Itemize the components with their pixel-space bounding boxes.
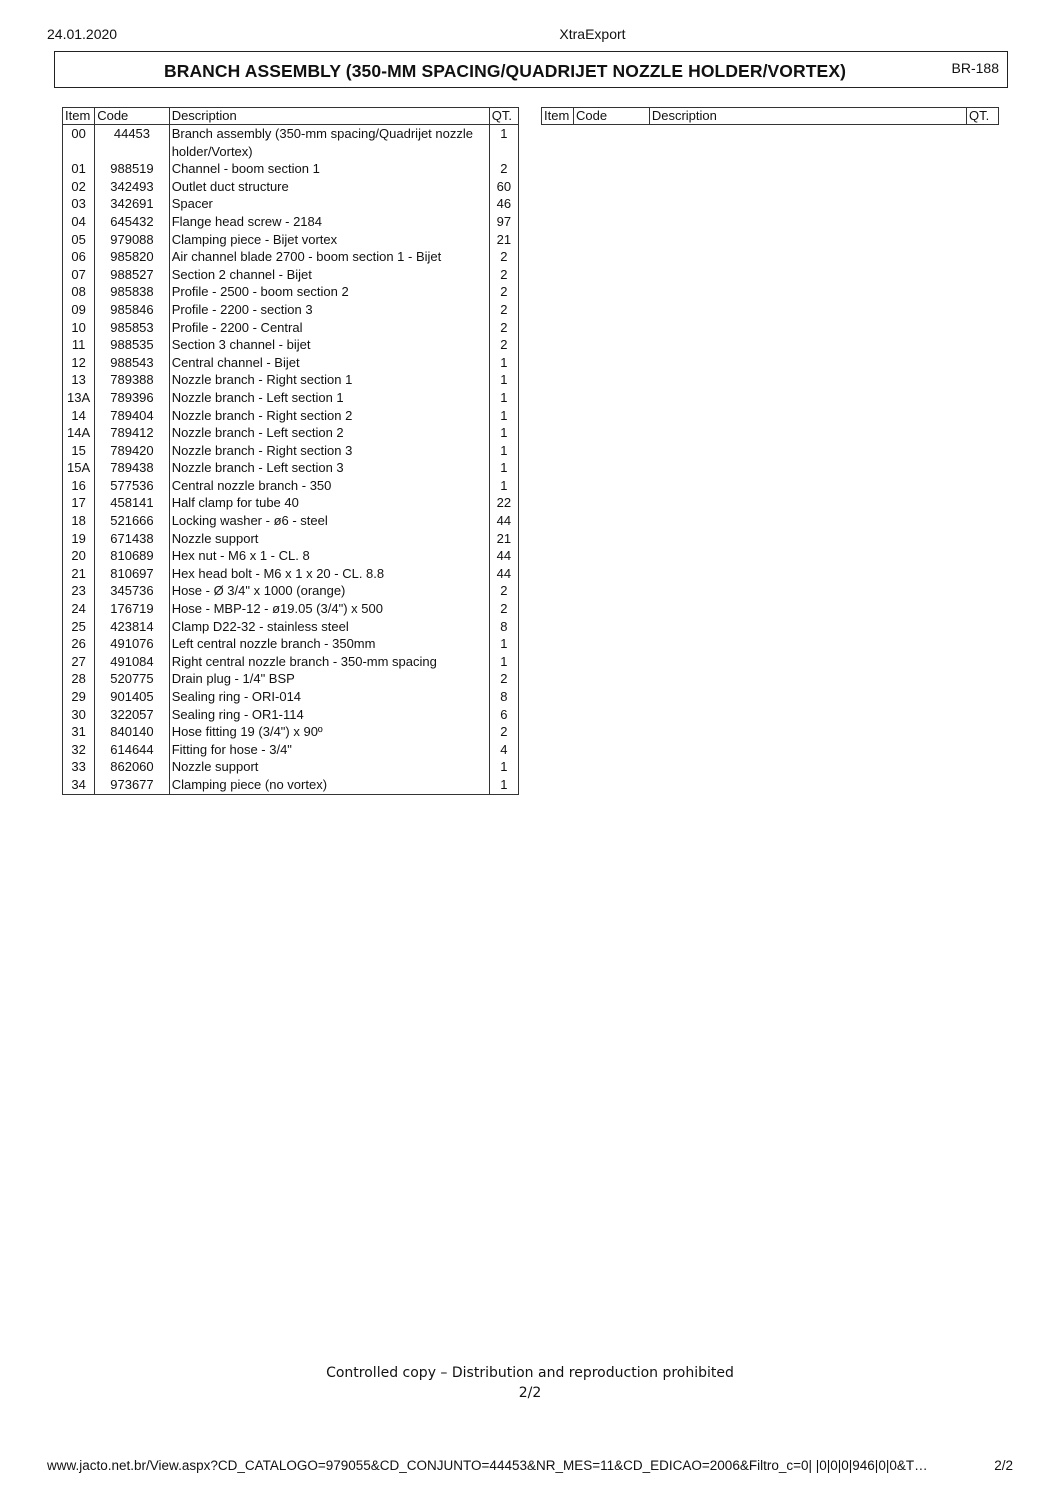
page-count: 2/2 bbox=[994, 1458, 1013, 1473]
cell-description: Air channel blade 2700 - boom section 1 - Bijet bbox=[169, 248, 489, 266]
cell-qty: 1 bbox=[489, 371, 518, 389]
cell-code: 645432 bbox=[95, 213, 169, 231]
cell-item: 18 bbox=[63, 512, 95, 530]
cell-item: 29 bbox=[63, 688, 95, 706]
cell-qty: 44 bbox=[489, 512, 518, 530]
table-row bbox=[63, 319, 519, 337]
cell-code: 985853 bbox=[95, 319, 169, 337]
cell-description: Outlet duct structure bbox=[169, 178, 489, 196]
cell-item: 14A bbox=[63, 424, 95, 442]
cell-description: Sealing ring - ORI-014 bbox=[169, 688, 489, 706]
table-row bbox=[63, 424, 519, 442]
cell-code: 988527 bbox=[95, 266, 169, 284]
cell-item: 15 bbox=[63, 442, 95, 460]
cell-description: Central channel - Bijet bbox=[169, 354, 489, 372]
cell-item: 13 bbox=[63, 371, 95, 389]
cell-code: 345736 bbox=[95, 582, 169, 600]
cell-code: 789420 bbox=[95, 442, 169, 460]
cell-qty: 1 bbox=[489, 407, 518, 425]
cell-item: 33 bbox=[63, 758, 95, 776]
parts-table-continuation bbox=[541, 107, 999, 125]
cell-description: Flange head screw - 2184 bbox=[169, 213, 489, 231]
cell-qty: 2 bbox=[489, 160, 518, 178]
cell-code: 789412 bbox=[95, 424, 169, 442]
cell-item: 24 bbox=[63, 600, 95, 618]
table-row bbox=[63, 266, 519, 284]
cell-qty: 2 bbox=[489, 336, 518, 354]
table-row bbox=[63, 371, 519, 389]
table-header-row bbox=[63, 108, 519, 125]
cell-code: 789438 bbox=[95, 459, 169, 477]
table-row bbox=[63, 477, 519, 495]
cell-description: Clamp D22-32 - stainless steel bbox=[169, 618, 489, 636]
cell-qty: 44 bbox=[489, 547, 518, 565]
cell-code: 810689 bbox=[95, 547, 169, 565]
cell-description: Clamping piece - Bijet vortex bbox=[169, 231, 489, 249]
cell-qty: 21 bbox=[489, 530, 518, 548]
table-row bbox=[63, 512, 519, 530]
cell-description: Profile - 2200 - Central bbox=[169, 319, 489, 337]
cell-description: Nozzle branch - Left section 3 bbox=[169, 459, 489, 477]
table-row bbox=[63, 283, 519, 301]
cell-description: Hose - Ø 3/4" x 1000 (orange) bbox=[169, 582, 489, 600]
parts-table bbox=[62, 107, 519, 795]
cell-item: 28 bbox=[63, 670, 95, 688]
cell-code: 671438 bbox=[95, 530, 169, 548]
cell-description: Nozzle branch - Left section 1 bbox=[169, 389, 489, 407]
cell-description: Nozzle support bbox=[169, 758, 489, 776]
cell-description: Sealing ring - OR1-114 bbox=[169, 706, 489, 724]
table-row bbox=[63, 248, 519, 266]
table-row bbox=[63, 354, 519, 372]
cell-qty: 1 bbox=[489, 776, 518, 794]
title-box bbox=[54, 51, 1008, 88]
cell-description: Half clamp for tube 40 bbox=[169, 494, 489, 512]
cell-qty: 1 bbox=[489, 354, 518, 372]
cell-code: 322057 bbox=[95, 706, 169, 724]
cell-code: 44453 bbox=[95, 125, 169, 161]
cell-code: 521666 bbox=[95, 512, 169, 530]
table-row bbox=[63, 758, 519, 776]
cell-description: Section 3 channel - bijet bbox=[169, 336, 489, 354]
cell-code: 988519 bbox=[95, 160, 169, 178]
cell-item: 00 bbox=[63, 125, 95, 161]
cell-description: Nozzle branch - Right section 1 bbox=[169, 371, 489, 389]
cell-item: 23 bbox=[63, 582, 95, 600]
cell-qty: 1 bbox=[489, 758, 518, 776]
table-row bbox=[63, 389, 519, 407]
table-row bbox=[63, 301, 519, 319]
table-row bbox=[63, 231, 519, 249]
cell-item: 10 bbox=[63, 319, 95, 337]
cell-description: Spacer bbox=[169, 195, 489, 213]
cell-qty: 1 bbox=[489, 442, 518, 460]
cell-item: 30 bbox=[63, 706, 95, 724]
cell-description: Hex head bolt - M6 x 1 x 20 - CL. 8.8 bbox=[169, 565, 489, 583]
cell-item: 15A bbox=[63, 459, 95, 477]
cell-qty: 1 bbox=[489, 653, 518, 671]
table-row bbox=[63, 776, 519, 794]
cell-item: 13A bbox=[63, 389, 95, 407]
cell-code: 862060 bbox=[95, 758, 169, 776]
cell-description: Hose - MBP-12 - ø19.05 (3/4") x 500 bbox=[169, 600, 489, 618]
column-header-description: Description bbox=[649, 108, 966, 125]
column-header-qty: QT. bbox=[967, 108, 999, 125]
cell-item: 14 bbox=[63, 407, 95, 425]
cell-code: 789404 bbox=[95, 407, 169, 425]
cell-description: Channel - boom section 1 bbox=[169, 160, 489, 178]
cell-qty: 2 bbox=[489, 319, 518, 337]
cell-qty: 60 bbox=[489, 178, 518, 196]
table-row bbox=[63, 653, 519, 671]
table-row bbox=[63, 494, 519, 512]
cell-item: 34 bbox=[63, 776, 95, 794]
cell-description: Nozzle branch - Right section 3 bbox=[169, 442, 489, 460]
table-row bbox=[63, 442, 519, 460]
cell-code: 840140 bbox=[95, 723, 169, 741]
table-row bbox=[63, 565, 519, 583]
column-header-item: Item bbox=[542, 108, 574, 125]
table-row bbox=[63, 688, 519, 706]
table-row bbox=[63, 530, 519, 548]
cell-code: 458141 bbox=[95, 494, 169, 512]
table-row bbox=[63, 600, 519, 618]
table-row bbox=[63, 741, 519, 759]
column-header-item: Item bbox=[63, 108, 95, 125]
cell-item: 05 bbox=[63, 231, 95, 249]
cell-qty: 46 bbox=[489, 195, 518, 213]
page-number: 2/2 bbox=[518, 1385, 542, 1401]
cell-qty: 2 bbox=[489, 301, 518, 319]
cell-item: 11 bbox=[63, 336, 95, 354]
cell-qty: 1 bbox=[489, 477, 518, 495]
cell-qty: 2 bbox=[489, 283, 518, 301]
cell-item: 26 bbox=[63, 635, 95, 653]
cell-code: 520775 bbox=[95, 670, 169, 688]
cell-item: 19 bbox=[63, 530, 95, 548]
cell-code: 973677 bbox=[95, 776, 169, 794]
cell-item: 08 bbox=[63, 283, 95, 301]
cell-description: Drain plug - 1/4" BSP bbox=[169, 670, 489, 688]
cell-code: 342691 bbox=[95, 195, 169, 213]
cell-item: 20 bbox=[63, 547, 95, 565]
table-row bbox=[63, 407, 519, 425]
cell-code: 789388 bbox=[95, 371, 169, 389]
table-row bbox=[63, 160, 519, 178]
cell-qty: 2 bbox=[489, 266, 518, 284]
cell-qty: 21 bbox=[489, 231, 518, 249]
drawing-code: BR-188 bbox=[951, 60, 999, 76]
cell-description: Nozzle branch - Left section 2 bbox=[169, 424, 489, 442]
cell-item: 32 bbox=[63, 741, 95, 759]
cell-item: 01 bbox=[63, 160, 95, 178]
cell-item: 31 bbox=[63, 723, 95, 741]
cell-code: 423814 bbox=[95, 618, 169, 636]
cell-description: Locking washer - ø6 - steel bbox=[169, 512, 489, 530]
parts-table-body bbox=[63, 125, 519, 795]
cell-item: 02 bbox=[63, 178, 95, 196]
cell-description: Profile - 2500 - boom section 2 bbox=[169, 283, 489, 301]
cell-code: 789396 bbox=[95, 389, 169, 407]
cell-description: Nozzle branch - Right section 2 bbox=[169, 407, 489, 425]
cell-qty: 1 bbox=[489, 635, 518, 653]
cell-code: 491076 bbox=[95, 635, 169, 653]
cell-code: 176719 bbox=[95, 600, 169, 618]
cell-item: 06 bbox=[63, 248, 95, 266]
cell-description: Left central nozzle branch - 350mm bbox=[169, 635, 489, 653]
cell-description: Nozzle support bbox=[169, 530, 489, 548]
table-row bbox=[63, 582, 519, 600]
table-row bbox=[63, 195, 519, 213]
cell-qty: 6 bbox=[489, 706, 518, 724]
cell-item: 27 bbox=[63, 653, 95, 671]
table-row bbox=[63, 723, 519, 741]
cell-qty: 4 bbox=[489, 741, 518, 759]
table-row bbox=[63, 336, 519, 354]
cell-code: 979088 bbox=[95, 231, 169, 249]
cell-qty: 44 bbox=[489, 565, 518, 583]
table-row bbox=[63, 125, 519, 161]
cell-qty: 22 bbox=[489, 494, 518, 512]
cell-qty: 1 bbox=[489, 389, 518, 407]
cell-qty: 8 bbox=[489, 618, 518, 636]
cell-qty: 2 bbox=[489, 248, 518, 266]
cell-qty: 1 bbox=[489, 424, 518, 442]
cell-description: Section 2 channel - Bijet bbox=[169, 266, 489, 284]
cell-code: 985846 bbox=[95, 301, 169, 319]
cell-description: Profile - 2200 - section 3 bbox=[169, 301, 489, 319]
column-header-qty: QT. bbox=[489, 108, 518, 125]
cell-item: 12 bbox=[63, 354, 95, 372]
cell-item: 21 bbox=[63, 565, 95, 583]
footer-notice-block bbox=[0, 1363, 1060, 1403]
cell-qty: 2 bbox=[489, 582, 518, 600]
cell-qty: 2 bbox=[489, 670, 518, 688]
cell-code: 614644 bbox=[95, 741, 169, 759]
source-url: www.jacto.net.br/View.aspx?CD_CATALOGO=979055&CD_CONJUNTO=44453&NR_MES=11&CD_EDICAO=2006&Filtro_c=0| |0|0|0|946|0|0&T… bbox=[47, 1458, 928, 1473]
table-row bbox=[63, 178, 519, 196]
cell-code: 810697 bbox=[95, 565, 169, 583]
table-header-row bbox=[542, 108, 999, 125]
cell-item: 09 bbox=[63, 301, 95, 319]
cell-code: 577536 bbox=[95, 477, 169, 495]
cell-item: 25 bbox=[63, 618, 95, 636]
cell-qty: 8 bbox=[489, 688, 518, 706]
header-app-name: XtraExport bbox=[559, 26, 626, 42]
cell-qty: 97 bbox=[489, 213, 518, 231]
cell-item: 03 bbox=[63, 195, 95, 213]
table-row bbox=[63, 706, 519, 724]
column-header-description: Description bbox=[169, 108, 489, 125]
cell-description: Branch assembly (350-mm spacing/Quadrijet nozzle holder/Vortex) bbox=[169, 125, 489, 161]
cell-description: Right central nozzle branch - 350-mm spacing bbox=[169, 653, 489, 671]
cell-item: 04 bbox=[63, 213, 95, 231]
cell-description: Fitting for hose - 3/4" bbox=[169, 741, 489, 759]
table-row bbox=[63, 459, 519, 477]
cell-code: 988543 bbox=[95, 354, 169, 372]
cell-qty: 1 bbox=[489, 125, 518, 161]
cell-qty: 2 bbox=[489, 600, 518, 618]
cell-description: Hose fitting 19 (3/4") x 90º bbox=[169, 723, 489, 741]
cell-description: Central nozzle branch - 350 bbox=[169, 477, 489, 495]
cell-code: 342493 bbox=[95, 178, 169, 196]
copy-notice: Controlled copy – Distribution and reproduction prohibited bbox=[326, 1365, 734, 1381]
cell-code: 901405 bbox=[95, 688, 169, 706]
cell-code: 988535 bbox=[95, 336, 169, 354]
table-row bbox=[63, 213, 519, 231]
cell-item: 07 bbox=[63, 266, 95, 284]
cell-code: 985838 bbox=[95, 283, 169, 301]
table-row bbox=[63, 618, 519, 636]
header-date: 24.01.2020 bbox=[47, 26, 118, 42]
cell-code: 491084 bbox=[95, 653, 169, 671]
cell-description: Hex nut - M6 x 1 - CL. 8 bbox=[169, 547, 489, 565]
table-row bbox=[63, 547, 519, 565]
page-title: BRANCH ASSEMBLY (350-MM SPACING/QUADRIJET NOZZLE HOLDER/VORTEX) bbox=[163, 61, 847, 81]
cell-item: 17 bbox=[63, 494, 95, 512]
cell-qty: 2 bbox=[489, 723, 518, 741]
cell-code: 985820 bbox=[95, 248, 169, 266]
column-header-code: Code bbox=[95, 108, 169, 125]
table-row bbox=[63, 635, 519, 653]
cell-item: 16 bbox=[63, 477, 95, 495]
cell-description: Clamping piece (no vortex) bbox=[169, 776, 489, 794]
table-row bbox=[63, 670, 519, 688]
column-header-code: Code bbox=[573, 108, 649, 125]
cell-qty: 1 bbox=[489, 459, 518, 477]
